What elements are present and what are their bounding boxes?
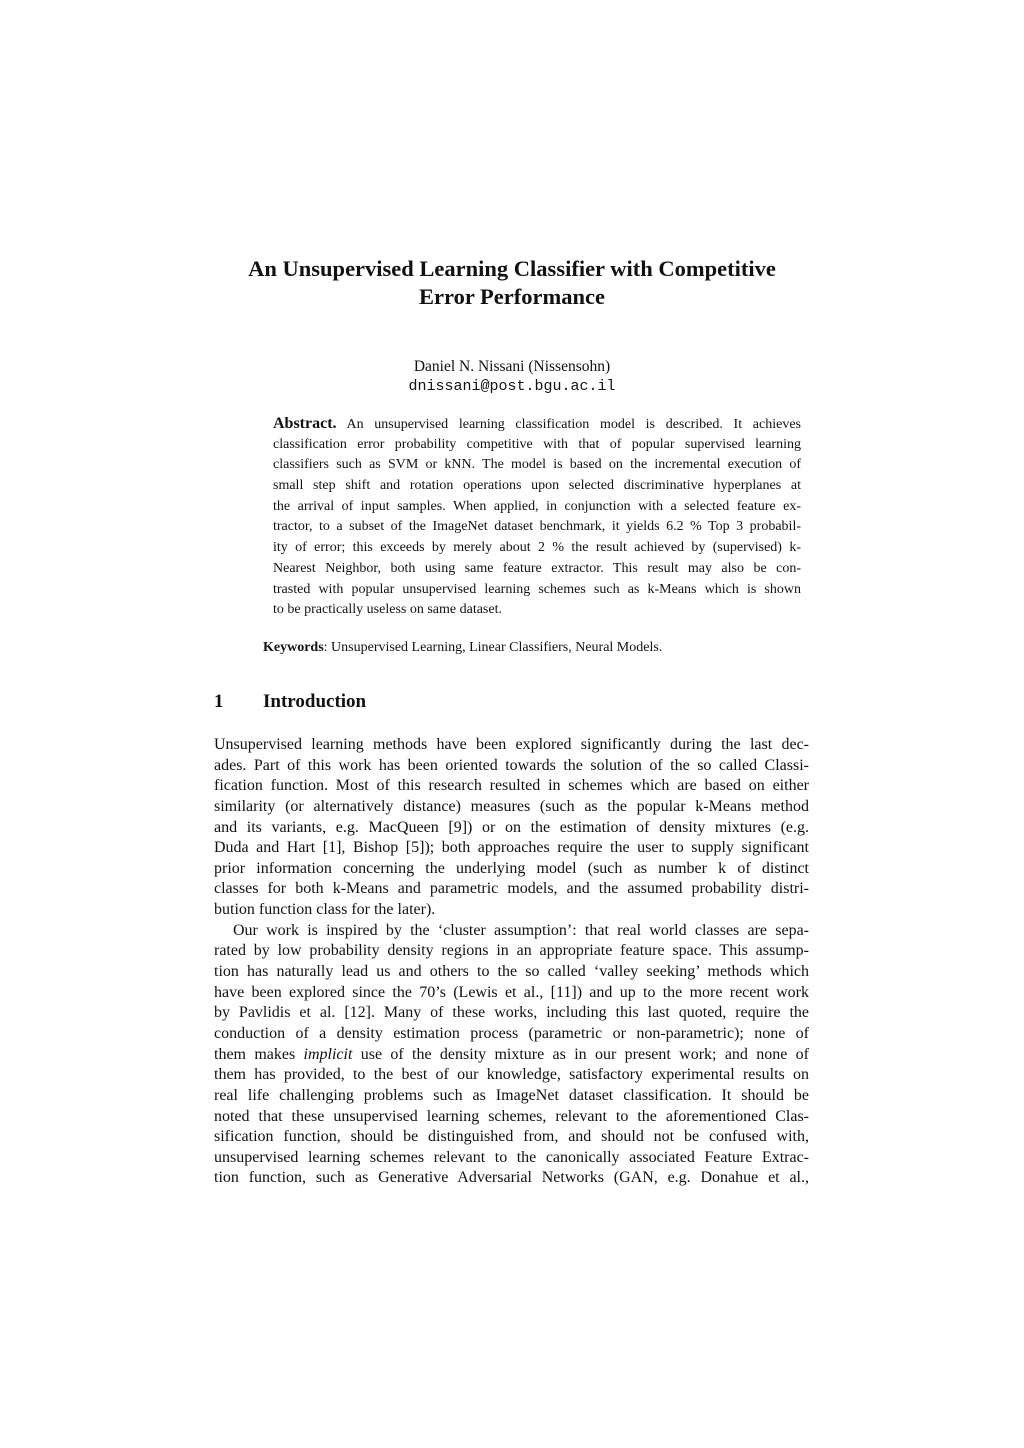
- abstract-line: classifiers such as SVM or kNN. The model is based on the incremental execution of: [273, 457, 801, 473]
- body-line: Duda and Hart [1], Bishop [5]); both approaches require the user to supply significant: [214, 839, 809, 857]
- body-text-fragment: use of the density mixture as in our present work; and none of: [352, 1045, 809, 1063]
- keywords: [263, 638, 662, 658]
- title-line: Error Performance: [419, 284, 605, 309]
- body-line: noted that these unsupervised learning schemes, relevant to the aforementioned Clas-: [214, 1107, 809, 1125]
- title-line: An Unsupervised Learning Classifier with Competitive: [248, 256, 776, 281]
- abstract-line: the arrival of input samples. When applied, in conjunction with a selected feature ex-: [273, 498, 801, 514]
- body-line: sification function, should be distinguished from, and should not be confused with,: [214, 1128, 809, 1146]
- abstract-text: An unsupervised learning classification model is described. It achieves: [336, 417, 801, 432]
- author-name: Daniel N. Nissani (Nissensohn): [413, 358, 611, 375]
- body-line: Unsupervised learning methods have been explored significantly during the last dec-: [214, 736, 809, 753]
- section-heading: [214, 690, 366, 714]
- body-text: [214, 735, 809, 1189]
- body-line: Our work is inspired by the ‘cluster assumption’: that real world classes are sepa-: [233, 921, 809, 939]
- abstract-line: classification error probability competitive with that of popular supervised learning: [273, 436, 801, 452]
- abstract: [273, 414, 801, 621]
- body-line: rated by low probability density regions in an appropriate feature space. This assump-: [214, 942, 809, 960]
- body-line: fication function. Most of this research resulted in schemes which are based on either: [214, 777, 809, 795]
- author-email: dnissani@post.bgu.ac.il: [408, 378, 616, 395]
- section-number: 1: [214, 691, 224, 712]
- body-line: them has provided, to the best of our knowledge, satisfactory experimental results on: [214, 1066, 809, 1084]
- keywords-label: Keywords: [263, 640, 324, 655]
- body-line: prior information concerning the underlying model (such as number k of distinct: [214, 859, 809, 877]
- body-line: similarity (or alternatively distance) measures (such as the popular k-Means method: [214, 797, 809, 815]
- body-line: by Pavlidis et al. [12]. Many of these works, including this last quoted, require the: [214, 1004, 809, 1022]
- body-line: unsupervised learning schemes relevant to the canonically associated Feature Extrac-: [214, 1148, 809, 1166]
- abstract-line: Nearest Neighbor, both using same feature extractor. This result may also be con-: [273, 560, 801, 576]
- body-line: tion has naturally lead us and others to the so called ‘valley seeking’ methods which: [214, 963, 809, 981]
- abstract-line: tractor, to a subset of the ImageNet dataset benchmark, it yields 6.2 % Top 3 probabil-: [273, 519, 801, 535]
- keywords-text: : Unsupervised Learning, Linear Classifiers, Neural Models.: [323, 640, 663, 655]
- body-line: have been explored since the 70’s (Lewis et al., [11]) and up to the more recent work: [214, 983, 809, 1001]
- paper-title: [0, 255, 1024, 311]
- abstract-line: to be practically useless on same dataset.: [273, 602, 502, 618]
- abstract-line: trasted with popular unsupervised learning schemes such as k-Means which is shown: [273, 581, 801, 597]
- body-line: [214, 1045, 809, 1066]
- body-line: and its variants, e.g. MacQueen [9]) or on the estimation of density mixtures (e.g.: [214, 818, 809, 836]
- abstract-line: [273, 414, 801, 435]
- italic-word: implicit: [303, 1045, 353, 1063]
- body-line: conduction of a density estimation process (parametric or non-parametric); none of: [214, 1024, 809, 1042]
- body-line: real life challenging problems such as ImageNet dataset classification. It should be: [214, 1086, 809, 1104]
- body-line: tion function, such as Generative Adversarial Networks (GAN, e.g. Donahue et al.,: [214, 1169, 809, 1187]
- abstract-line: small step shift and rotation operations upon selected discriminative hyperplanes at: [273, 478, 801, 494]
- body-line: classes for both k-Means and parametric models, and the assumed probability distri-: [214, 880, 809, 898]
- section-title: Introduction: [263, 691, 367, 712]
- body-line: bution function class for the later).: [214, 901, 436, 919]
- abstract-line: ity of error; this exceeds by merely about 2 % the result achieved by (supervised) k-: [273, 540, 801, 556]
- abstract-label: Abstract.: [273, 415, 337, 432]
- body-text-fragment: them makes: [214, 1045, 304, 1063]
- body-line: ades. Part of this work has been oriented towards the solution of the so called Classi-: [214, 756, 809, 774]
